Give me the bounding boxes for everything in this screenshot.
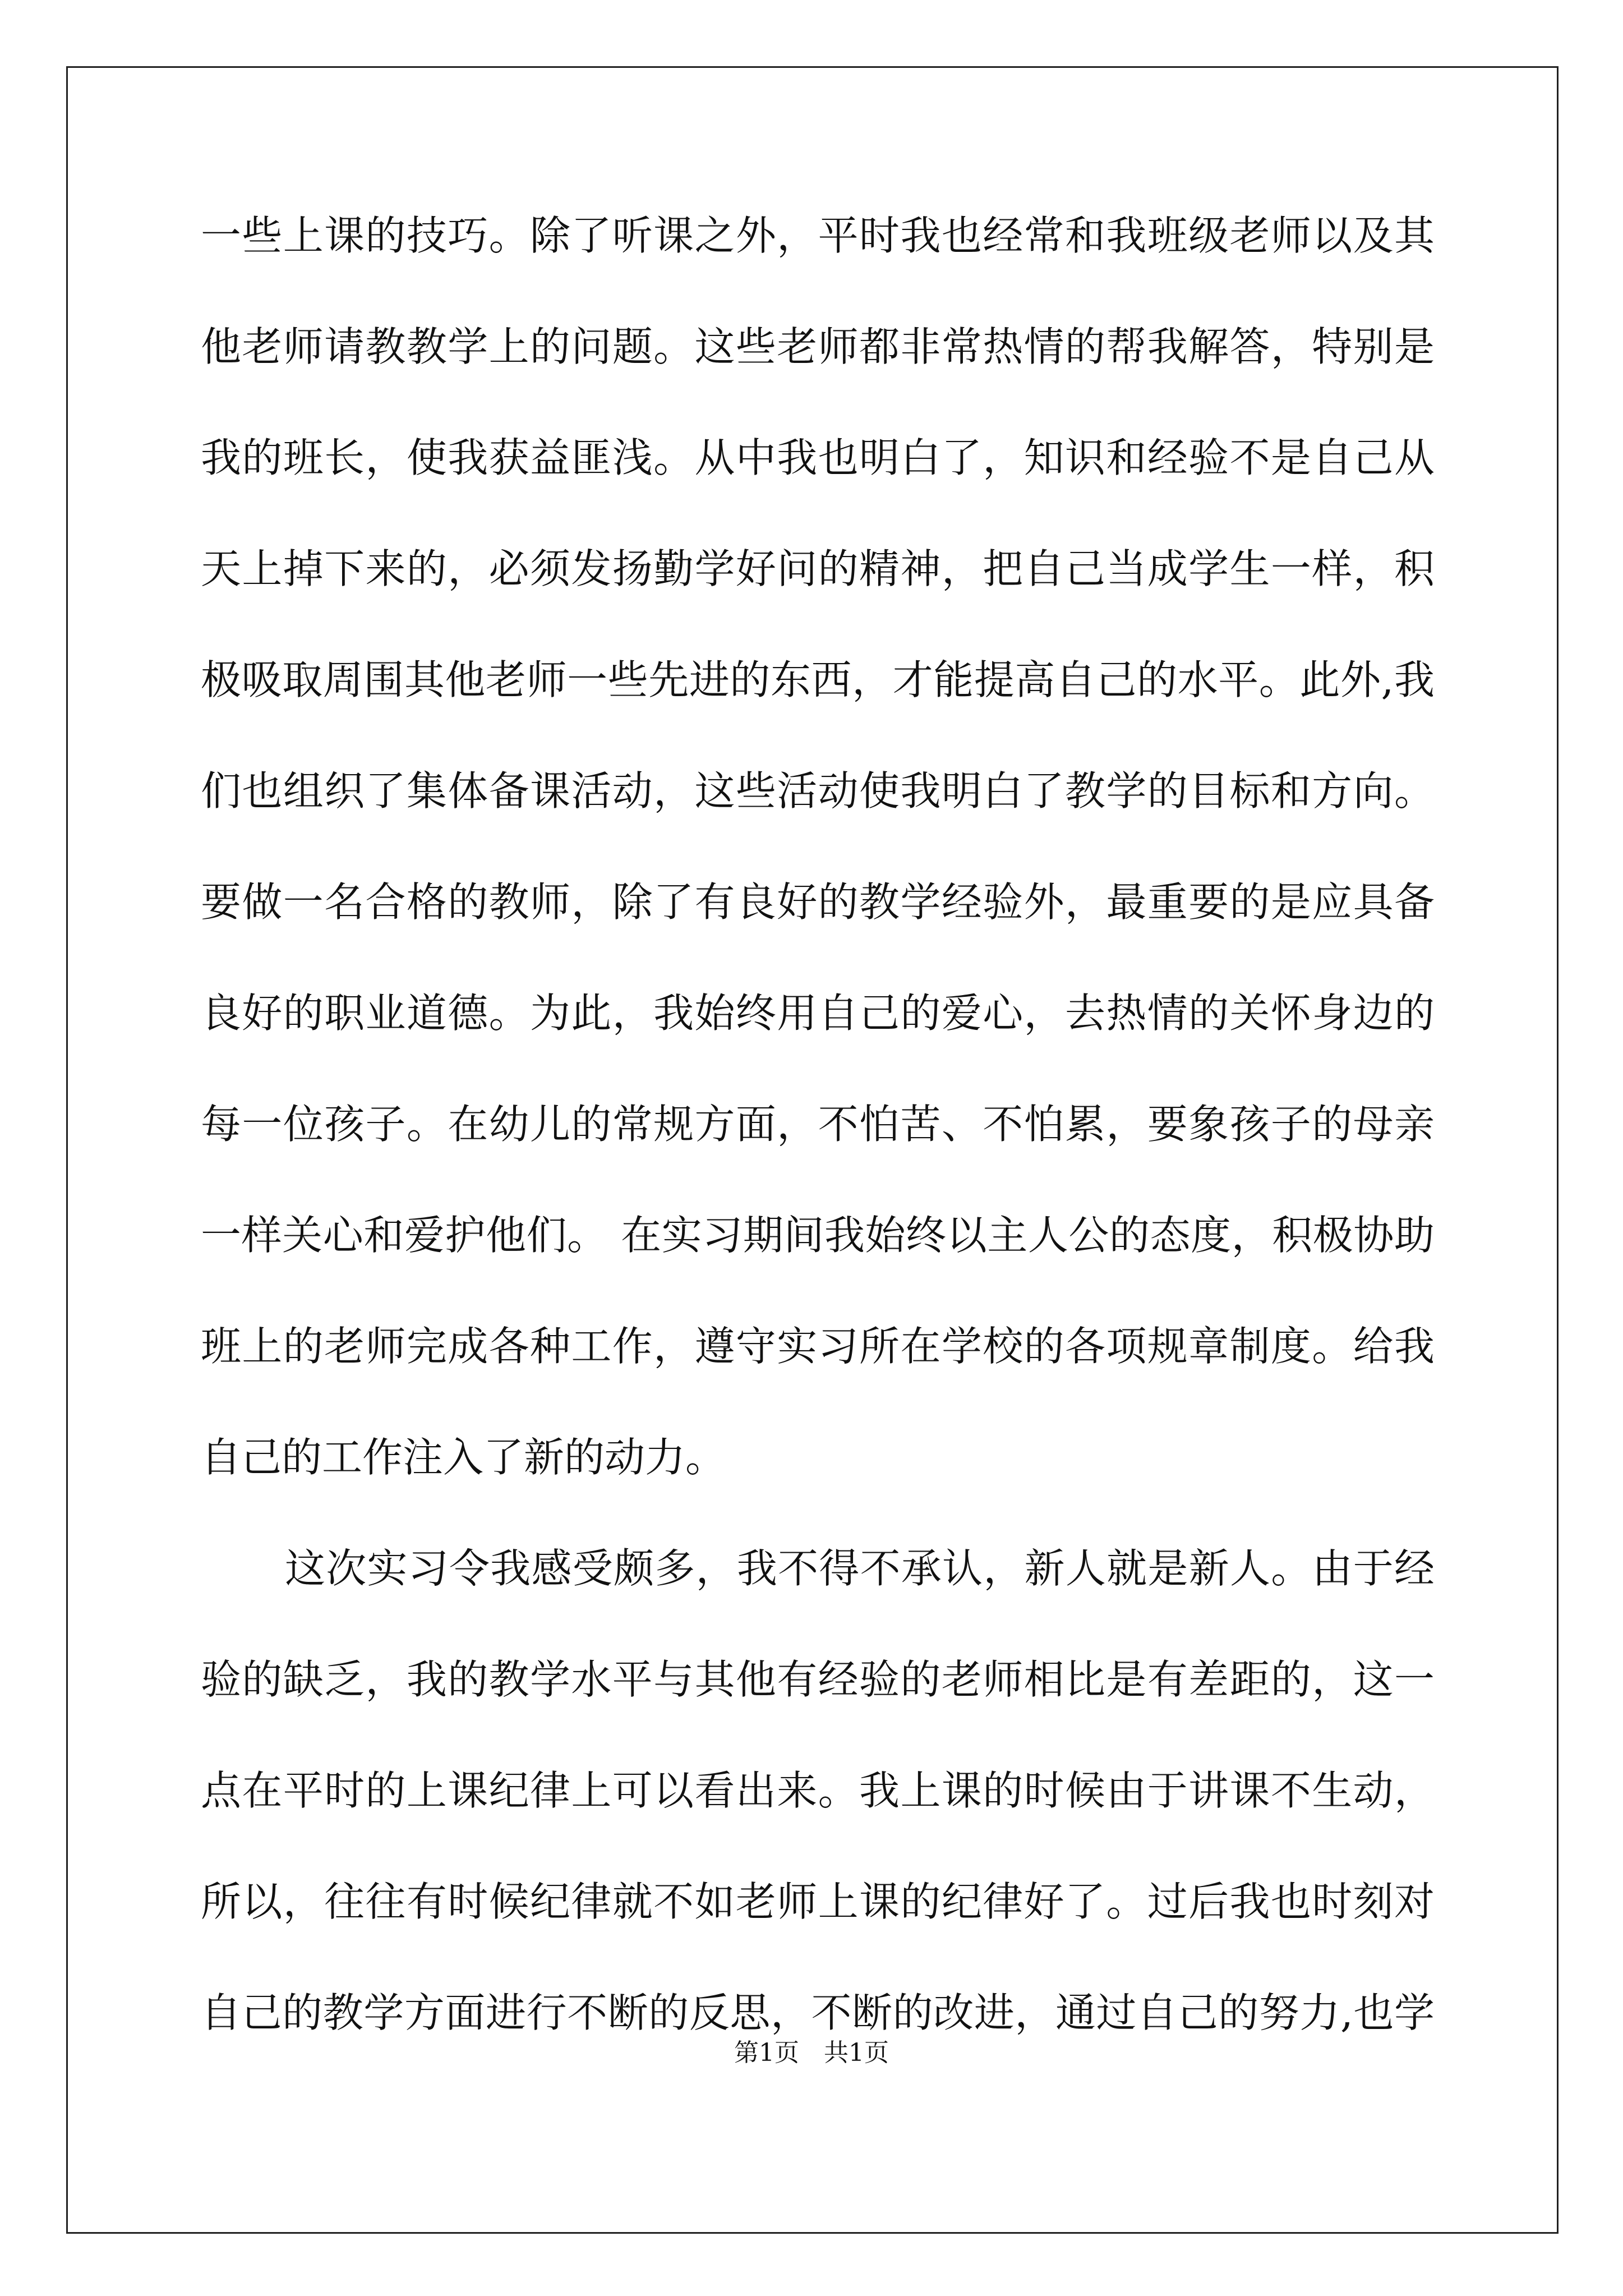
page-number-label: 第1页 共1页	[734, 2039, 889, 2067]
text-line: 每一位孩子。在幼儿的常规方面，不怕苦、不怕累，要象孩子的母亲	[201, 1101, 1435, 1148]
text-line: 自己的工作注入了新的动力。	[201, 1434, 726, 1481]
paragraph-first-line: 这次实习令我感受颇多，我不得不承认，新人就是新人。由于经	[285, 1545, 1435, 1592]
text-line: 要做一名合格的教师，除了有良好的教学经验外，最重要的是应具备	[201, 878, 1435, 926]
text-line: 们也组织了集体备课活动，这些活动使我明白了教学的目标和方向。	[201, 767, 1435, 815]
text-line: 验的缺乏，我的教学水平与其他有经验的老师相比是有差距的，这一	[201, 1656, 1435, 1703]
text-line: 点在平时的上课纪律上可以看出来。我上课的时候由于讲课不生动，	[201, 1767, 1435, 1814]
text-line: 他老师请教教学上的问题。这些老师都非常热情的帮我解答，特别是	[201, 323, 1435, 370]
text-line: 良好的职业道德。为此，我始终用自己的爱心，去热情的关怀身边的	[201, 990, 1435, 1037]
text-line: 一些上课的技巧。除了听课之外，平时我也经常和我班级老师以及其	[201, 212, 1435, 259]
text-line: 一样关心和爱护他们。 在实习期间我始终以主人公的态度，积极协助	[201, 1212, 1435, 1259]
text-line: 天上掉下来的，必须发扬勤学好问的精神，把自己当成学生一样，积	[201, 545, 1435, 592]
document-body	[201, 209, 1435, 2097]
text-line: 所以，往往有时候纪律就不如老师上课的纪律好了。过后我也时刻对	[201, 1878, 1435, 1925]
page-footer	[0, 2036, 1623, 2070]
text-line: 自己的教学方面进行不断的反思，不断的改进，通过自己的努力,也学	[201, 1989, 1435, 2036]
text-line: 我的班长，使我获益匪浅。从中我也明白了，知识和经验不是自己从	[201, 434, 1435, 481]
text-line: 极吸取周围其他老师一些先进的东西，才能提高自己的水平。此外,我	[201, 656, 1435, 703]
text-line: 班上的老师完成各种工作，遵守实习所在学校的各项规章制度。给我	[201, 1323, 1435, 1370]
